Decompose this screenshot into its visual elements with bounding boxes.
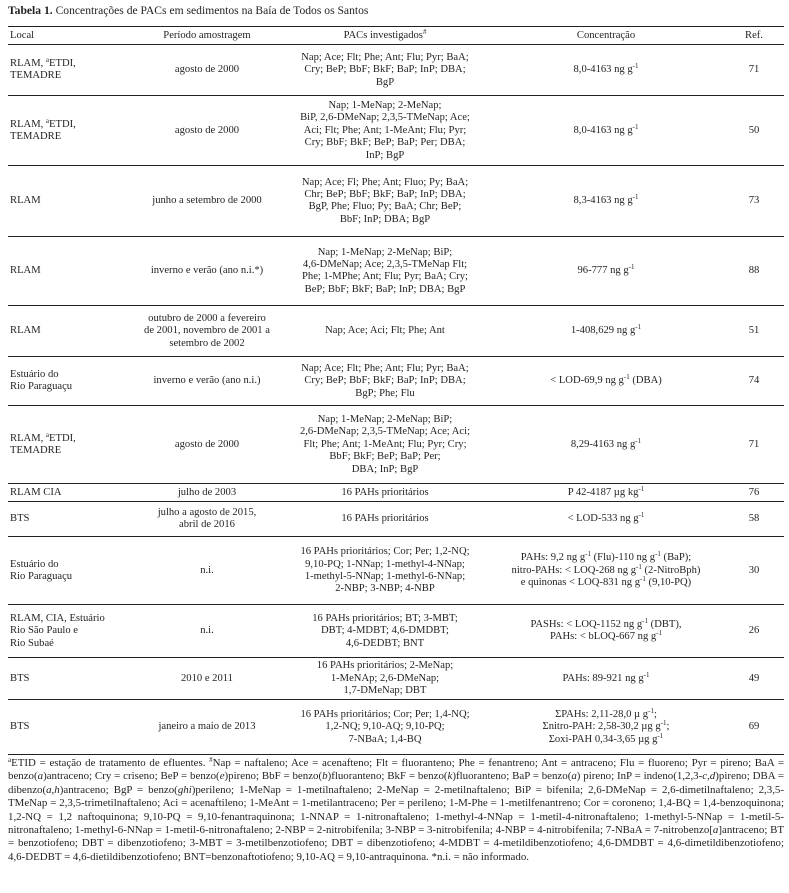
cell-concentracao-line: PASHs: < LOQ-1152 ng $g^{-1}$ (DBT), xyxy=(530,617,682,630)
cell-ref: 58 xyxy=(724,502,784,537)
cell-pacs-line: 4,6-DMeNap; Ace; 2,3,5-TMeNap Flt; xyxy=(302,259,468,270)
cell-local xyxy=(8,537,132,605)
cell-pacs-line: 1-MeNAp; 2,6-DMeNap; xyxy=(330,672,440,684)
cell-periodo-line: outubro de 2000 a fevereiro xyxy=(148,312,266,324)
cell-concentracao-line: 8,0-4163 ng $g^{-1}$ xyxy=(573,62,639,76)
cell-concentracao-line: 96-777 ng $g^{-1}$ xyxy=(577,263,635,277)
cell-pacs-line: 16 PAHs prioritários; Cor; Per; 1,4-NQ; xyxy=(300,708,470,720)
cell-pacs-line: DBT; 4-MDBT; 4,6-DMDBT; xyxy=(320,625,450,637)
cell-periodo-line: setembro de 2002 xyxy=(169,337,245,349)
table-row xyxy=(8,658,784,700)
cell-periodo xyxy=(132,406,282,484)
superscript: -1 xyxy=(635,436,642,445)
cell-pacs xyxy=(282,502,488,537)
cell-concentracao xyxy=(488,96,724,166)
header-periodo: Período amostragem xyxy=(132,27,282,45)
cell-pacs-line: 1,2-NQ; 9,10-AQ; 9,10-PQ; xyxy=(325,721,445,733)
table-row xyxy=(8,96,784,166)
cell-local-line: Rio São Paulo e xyxy=(10,625,78,637)
cell-pacs xyxy=(282,658,488,700)
superscript: -1 xyxy=(638,511,645,520)
cell-pacs-line: 16 PAHs prioritários; 2-MeNap; xyxy=(316,660,454,672)
table-body xyxy=(8,45,784,755)
cell-pacs xyxy=(282,166,488,237)
cell-pacs xyxy=(282,484,488,502)
superscript: -1 xyxy=(657,731,664,740)
cell-local xyxy=(8,96,132,166)
superscript: # xyxy=(209,756,213,764)
table-row xyxy=(8,306,784,357)
cell-pacs-line: 2,6-DMeNap; 2,3,5-TMeNap; Ace; Aci; xyxy=(299,426,471,438)
cell-pacs-line: BbF; BkF; BeP; BaP; Per; xyxy=(329,451,441,463)
cell-concentracao-line: PAHs: 89-921 ng $g^{-1}$ xyxy=(562,670,650,684)
cell-ref: 88 xyxy=(724,237,784,306)
cell-pacs xyxy=(282,45,488,96)
cell-local xyxy=(8,45,132,96)
cell-pacs-line: 1,7-DMeNap; DBT xyxy=(343,685,427,697)
cell-local-line: Estuário do xyxy=(10,558,59,570)
cell-pacs-line: BgP xyxy=(375,76,395,88)
table-caption-label: Tabela 1. xyxy=(8,4,53,17)
cell-periodo xyxy=(132,96,282,166)
cell-local-line: Estuário do xyxy=(10,369,59,380)
italic-text: ghi xyxy=(177,783,192,796)
cell-concentracao-line: 8,29-4163 ng $g^{-1}$ xyxy=(570,436,642,450)
cell-periodo xyxy=(132,306,282,357)
cell-periodo-line: junho a setembro de 2000 xyxy=(152,195,262,207)
italic-text: c,d xyxy=(702,770,716,783)
cell-pacs xyxy=(282,306,488,357)
cell-periodo-line: de 2001, novembro de 2001 a xyxy=(144,325,270,337)
cell-concentracao-line: Σnitro-PAH: 2,58-30,2 µg $g^{-1}$; xyxy=(542,719,670,733)
cell-local xyxy=(8,406,132,484)
cell-periodo-line: julho de 2003 xyxy=(177,486,237,498)
cell-local-line: BTS xyxy=(10,513,30,525)
cell-pacs-line: Phe; 1-MPhe; Ant; Flu; Pyr; BaA; Cry; xyxy=(302,271,468,283)
table-row xyxy=(8,357,784,406)
table-row xyxy=(8,406,784,484)
cell-local xyxy=(8,237,132,306)
cell-pacs-line: 4,6-DEDBT; BNT xyxy=(345,637,425,649)
cell-periodo-line: n.i. xyxy=(200,564,214,576)
cell-periodo xyxy=(132,537,282,605)
header-pacs-footnote-mark: # xyxy=(422,28,427,36)
cell-periodo xyxy=(132,166,282,237)
cell-pacs-line: Cry; BeP; BbF; BkF; BaP; InP; DBA; xyxy=(304,375,466,387)
cell-periodo-line: janeiro a maio de 2013 xyxy=(158,721,256,733)
cell-local-line: RLAM, $^a$ETDI, xyxy=(10,116,76,130)
cell-pacs-line: BgP; Phe; Flu xyxy=(355,387,415,399)
superscript: a xyxy=(45,116,50,125)
table-row xyxy=(8,502,784,537)
cell-pacs-line: 16 PAHs prioritários; BT; 3-MBT; xyxy=(312,612,458,624)
cell-ref: 49 xyxy=(724,658,784,700)
cell-pacs xyxy=(282,406,488,484)
cell-periodo-line: agosto de 2000 xyxy=(174,124,240,136)
cell-pacs-line: 1-methyl-5-NNap; 1-methyl-6-NNap; xyxy=(304,570,466,582)
cell-periodo-line: agosto de 2000 xyxy=(174,64,240,76)
cell-concentracao-line: P 42-4187 µg $kg^{-1}$ xyxy=(567,484,645,498)
cell-concentracao-line: < LOD-533 ng $g^{-1}$ xyxy=(567,511,645,525)
superscript: -1 xyxy=(632,122,639,131)
superscript: a xyxy=(45,430,50,439)
cell-periodo-line: 2010 e 2011 xyxy=(181,672,233,684)
cell-periodo xyxy=(132,658,282,700)
cell-pacs xyxy=(282,700,488,755)
cell-pacs-line: DBA; InP; BgP xyxy=(351,463,419,475)
cell-local-line: RLAM xyxy=(10,265,41,277)
cell-periodo-line: inverno e verão (ano n.i.) xyxy=(153,375,261,387)
cell-pacs-line: 7-NBaA; 1,4-BQ xyxy=(348,733,422,745)
cell-pacs-line: BbF; InP; DBA; BgP xyxy=(339,213,431,225)
cell-pacs-line: Cry; BbF; BkF; BeP; BaP; Per; DBA; xyxy=(304,137,466,149)
superscript: -1 xyxy=(660,719,667,728)
cell-pacs-line: Nap; Ace; Flt; Phe; Ant; Flu; Pyr; BaA; xyxy=(301,51,469,63)
cell-pacs-line: 16 PAHs prioritários; Cor; Per; 1,2-NQ; xyxy=(300,546,470,558)
cell-concentracao-line: 8,0-4163 ng $g^{-1}$ xyxy=(573,122,639,136)
table-row xyxy=(8,166,784,237)
cell-local xyxy=(8,605,132,658)
cell-pacs-line: Nap; Ace; Aci; Flt; Phe; Ant xyxy=(325,325,445,337)
header-pacs-label: PACs investigados xyxy=(343,30,423,41)
cell-pacs-line: 9,10-PQ; 1-NNap; 1-methyl-4-NNap; xyxy=(305,558,465,570)
cell-local xyxy=(8,357,132,406)
cell-pacs-line: Nap; 1-MeNap; 2-MeNap; BiP; xyxy=(317,413,453,425)
superscript: -1 xyxy=(635,323,642,332)
superscript: -1 xyxy=(656,629,663,638)
cell-concentracao-line: Σoxi-PAH 0,34-3,65 µg $g^{-1}$ xyxy=(548,731,664,745)
cell-local-line: TEMADRE xyxy=(10,70,62,82)
cell-concentracao xyxy=(488,502,724,537)
cell-pacs xyxy=(282,537,488,605)
superscript: -1 xyxy=(643,670,650,679)
cell-pacs-line: Flt; Phe; Ant; 1-MeAnt; Flu; Pyr; Cry; xyxy=(303,438,467,450)
cell-pacs-line: BiP, 2,6-DMeNap; 2,3,5-TMeNap; Ace; xyxy=(300,112,470,124)
cell-local xyxy=(8,700,132,755)
cell-ref: 74 xyxy=(724,357,784,406)
cell-local-line: RLAM, CIA, Estuário xyxy=(10,612,105,624)
cell-periodo xyxy=(132,357,282,406)
header-ref: Ref. xyxy=(724,27,784,45)
cell-concentracao xyxy=(488,306,724,357)
cell-pacs xyxy=(282,96,488,166)
superscript: a xyxy=(8,756,12,764)
superscript: -1 xyxy=(655,550,661,559)
italic-text: k xyxy=(447,770,453,783)
cell-pacs-line: 16 PAHs prioritários xyxy=(341,486,429,498)
cell-pacs-line: Nap; Ace; Fl; Phe; Ant; Fluo; Py; BaA; xyxy=(301,176,469,188)
cell-pacs-line: BgP, Phe; Fluo; Py; BaA; Chr; BeP; xyxy=(308,201,462,213)
superscript: -1 xyxy=(648,706,654,715)
superscript: -1 xyxy=(636,562,642,571)
table-row xyxy=(8,484,784,502)
cell-pacs-line: Aci; Flt; Phe; Ant; 1-MeAnt; Flu; Pyr; xyxy=(303,124,467,136)
cell-ref: 50 xyxy=(724,96,784,166)
cell-local xyxy=(8,166,132,237)
cell-local-line: RLAM xyxy=(10,325,41,337)
italic-text: b xyxy=(322,770,328,783)
cell-pacs-line: 2-NBP; 3-NBP; 4-NBP xyxy=(335,583,435,595)
table-row xyxy=(8,537,784,605)
cell-local xyxy=(8,502,132,537)
cell-local-line: RLAM, $^a$ETDI, xyxy=(10,430,76,444)
superscript: -1 xyxy=(585,550,591,559)
cell-periodo xyxy=(132,484,282,502)
superscript: -1 xyxy=(632,193,639,202)
table-row xyxy=(8,237,784,306)
cell-concentracao-line: ΣPAHs: 2,11-28,0 µ $g^{-1}$; xyxy=(555,706,657,720)
cell-periodo-line: inverno e verão (ano n.i.*) xyxy=(150,265,264,277)
italic-text: a xyxy=(712,824,719,837)
cell-pacs-line: 16 PAHs prioritários xyxy=(341,513,429,525)
cell-pacs-line: Chr; BeP; BbF; BkF; BaP; InP; DBA; xyxy=(304,189,466,200)
cell-periodo xyxy=(132,45,282,96)
cell-concentracao-line: e quinonas < LOQ-831 ng $g^{-1}$ (9,10-PQ) xyxy=(520,575,692,589)
cell-concentracao-line: 1-408,629 ng $g^{-1}$ xyxy=(570,323,642,337)
superscript: a xyxy=(45,56,50,64)
cell-concentracao-line: nitro-PAHs: < LOQ-268 ng $g^{-1}$ (2-NitroBph) xyxy=(511,562,701,576)
cell-periodo-line: n.i. xyxy=(200,625,214,637)
cell-pacs-line: Nap; 1-MeNap; 2-MeNap; BiP; xyxy=(317,246,453,258)
cell-local xyxy=(8,484,132,502)
superscript: -1 xyxy=(623,373,630,382)
cell-local-line: TEMADRE xyxy=(10,444,62,456)
cell-concentracao xyxy=(488,484,724,502)
cell-periodo xyxy=(132,237,282,306)
header-pacs xyxy=(282,27,488,45)
cell-ref: 73 xyxy=(724,166,784,237)
superscript: -1 xyxy=(640,575,646,584)
cell-concentracao-line: < LOD-69,9 ng $g^{-1}$ (DBA) xyxy=(550,373,662,387)
superscript: -1 xyxy=(628,263,635,272)
cell-concentracao-line: PAHs: < bLOQ-667 ng $g^{-1}$ xyxy=(549,629,663,643)
cell-concentracao xyxy=(488,45,724,96)
cell-ref: 71 xyxy=(724,45,784,96)
table-footnotes: $^a$ETID = estação de tratamento de efluentes. #Nap = naftaleno; Ace = acenafteno; Flt = fluoranteno; Phe = fenantreno; Ant = antraceno; Flu = fluoreno; Pyr = pireno; BaA = benzo(a)antraceno; Cry = criseno; BeP = benzo(e)pireno; BbF = benzo(b)fluoranteno; BkF = benzo(k)fluoranteno; BaP = benzo(a) pireno; InP = indeno(1,2,3-c,d)pireno; DBA = dibenzo(a,h)antraceno; BgP = benzo(ghi)perileno; 1-MeNap = 1-metilnaftaleno; 2-MeNap = 2-metilnaftaleno; BiP = bifenila; 2,6-DMeNap = 2,6-dimetilnaftaleno; 2,3,5-TMeNap = 2,3,5-trimetilnaftaleno; Aci = acenaftileno; 1-MeAnt = 1-metilantraceno; Per = perileno; 1-M-Phe = 1-metilfenantreno; Cor = coroneno; 1,4-BQ = 1,4-benzoquinona; 1,2-NQ = 1,2 naftoquinona; 9,10-PQ = 9,10-fenantraquinona; 1-NNAP = 1-nitronaftaleno; 1-methyl-4-NNap = 1-metil-4-nitronaftaleno; 1-methyl-5-NNap = 1-metil-5-nitronaftaleno; 1-methyl-6-NNap = 1-metil-6-nitronaftaleno; 2-NBP = 2-nitrobifenila; 3-NBP = 3-nitrobifenila; 4-NBP = 4-nitrobifenila; 7-NBaA = 7-nitrobenzo[a]antraceno; BT = benzotiofeno; DBT = dibenzotiofeno; 3-MBT = 3-metilbenzotiofeno; DBT = dibenzotiofeno; 4-MDBT = 4-metildibenzotiofeno; 4,6-DMDBT = 4,6-dimetildibenzotiofeno; 4,6-DEDBT = 4,6-dietildibenzotiofeno; BNT=benzonaftotiofeno; 9,10-AQ = 9,10-antraquinona. *n.i. = não informado. xyxy=(8,756,784,863)
italic-text: a,h xyxy=(46,783,60,796)
cell-pacs-line: Nap; Ace; Flt; Phe; Ant; Flu; Pyr; BaA; xyxy=(301,362,469,374)
superscript: -1 xyxy=(642,617,649,625)
cell-ref: 30 xyxy=(724,537,784,605)
table-row xyxy=(8,45,784,96)
cell-local xyxy=(8,658,132,700)
cell-ref: 71 xyxy=(724,406,784,484)
header-concentracao: Concentração xyxy=(488,27,724,45)
cell-concentracao xyxy=(488,700,724,755)
cell-pacs-line: BeP; BbF; BkF; BaP; InP; DBA; BgP xyxy=(304,283,466,295)
cell-concentracao xyxy=(488,605,724,658)
table-row xyxy=(8,700,784,755)
cell-local-line: TEMADRE xyxy=(10,130,62,142)
cell-concentracao xyxy=(488,537,724,605)
italic-text: a xyxy=(571,770,577,783)
italic-text: e xyxy=(219,770,225,783)
cell-concentracao-line: 8,3-4163 ng $g^{-1}$ xyxy=(573,193,639,207)
cell-periodo xyxy=(132,700,282,755)
table-caption-text: Concentrações de PACs em sedimentos na Baía de Todos os Santos xyxy=(52,4,369,17)
cell-pacs xyxy=(282,237,488,306)
cell-local-line: Rio Subaé xyxy=(10,637,54,649)
cell-ref: 69 xyxy=(724,700,784,755)
cell-periodo-line: abril de 2016 xyxy=(179,519,235,531)
superscript: -1 xyxy=(632,62,639,71)
cell-concentracao xyxy=(488,357,724,406)
table-header-row xyxy=(8,27,784,45)
cell-ref: 51 xyxy=(724,306,784,357)
cell-pacs-line: Cry; BeP; BbF; BkF; BaP; InP; DBA; xyxy=(304,64,466,76)
cell-local-line: RLAM, $^a$ETDI, xyxy=(10,56,76,69)
cell-periodo xyxy=(132,502,282,537)
cell-pacs-line: Nap; 1-MeNap; 2-MeNap; xyxy=(328,99,442,111)
cell-concentracao-line: PAHs: 9,2 ng $g^{-1}$ (Flu)-110 ng $g^{-1}$ (BaP); xyxy=(520,550,692,564)
cell-concentracao xyxy=(488,166,724,237)
cell-local-line: BTS xyxy=(10,721,30,733)
cell-ref: 26 xyxy=(724,605,784,658)
cell-ref: 76 xyxy=(724,484,784,502)
cell-concentracao xyxy=(488,658,724,700)
header-local: Local xyxy=(8,27,132,45)
table-row xyxy=(8,605,784,658)
cell-local-line: RLAM CIA xyxy=(10,486,62,498)
cell-pacs xyxy=(282,357,488,406)
superscript: -1 xyxy=(638,484,645,493)
cell-local-line: RLAM xyxy=(10,195,41,207)
cell-local-line: BTS xyxy=(10,672,30,684)
cell-local-line: Rio Paraguaçu xyxy=(10,381,73,393)
table-caption xyxy=(8,4,368,18)
cell-pacs-line: InP; BgP xyxy=(365,149,405,161)
cell-local-line: Rio Paraguaçu xyxy=(10,570,73,582)
cell-periodo-line: julho a agosto de 2015, xyxy=(157,507,257,518)
cell-periodo xyxy=(132,605,282,658)
cell-periodo-line: agosto de 2000 xyxy=(174,438,240,450)
cell-concentracao xyxy=(488,406,724,484)
cell-local xyxy=(8,306,132,357)
italic-text: a xyxy=(37,770,44,783)
cell-concentracao xyxy=(488,237,724,306)
cell-pacs xyxy=(282,605,488,658)
pac-concentration-table xyxy=(8,26,784,755)
